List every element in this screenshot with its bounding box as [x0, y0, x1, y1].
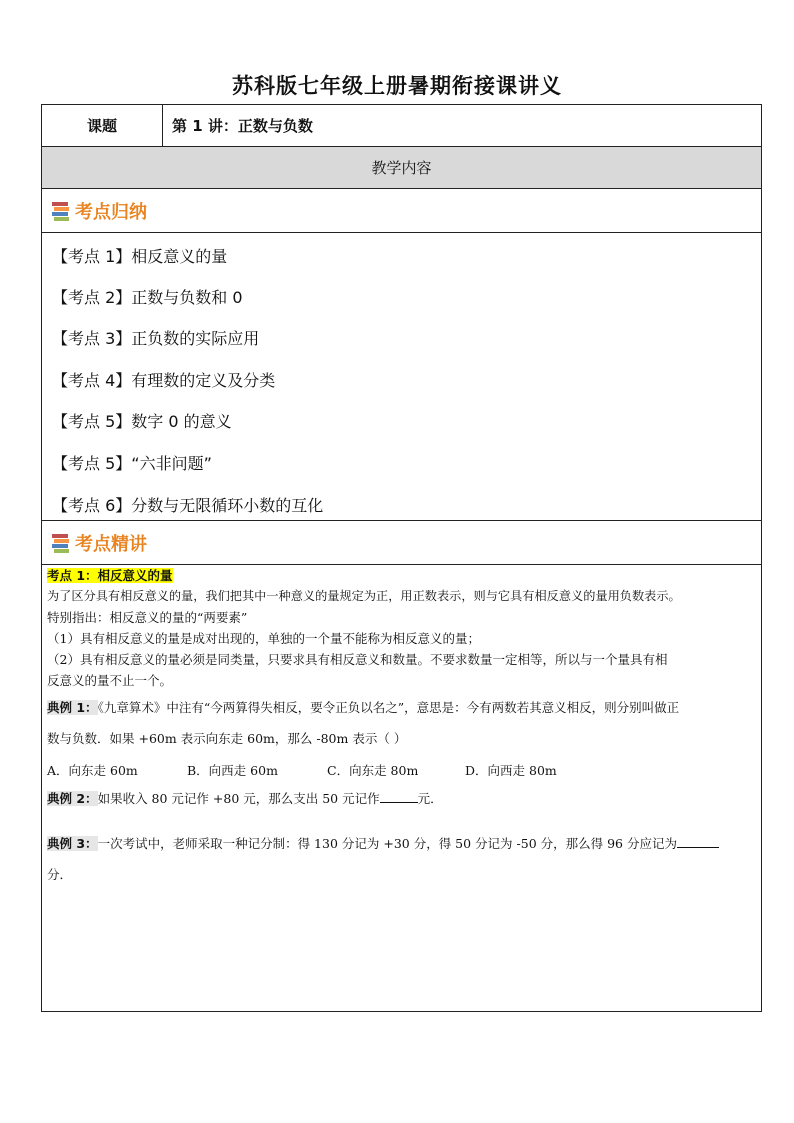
points-list	[42, 233, 761, 521]
section-detail-title: 考点精讲	[75, 533, 147, 555]
list-item: 【考点 5】“六非问题”	[52, 454, 212, 473]
example-1-line1: 典例 1：《九章算术》中注有“今两算得失相反，要令正负以名之”，意思是：今有两数若其意义相反，则分别叫做正	[47, 700, 680, 715]
book-stack-icon	[50, 200, 72, 222]
kp1-body	[47, 565, 759, 691]
option-a: A．向东走 60m	[47, 763, 138, 778]
section-detail-heading	[50, 521, 147, 564]
document-title: 苏科版七年级上册暑期衔接课讲义	[232, 74, 562, 98]
list-item: 【考点 3】正负数的实际应用	[52, 329, 260, 348]
section-summary-row	[42, 189, 761, 233]
kp1-heading: 考点 1：相反意义的量	[47, 568, 173, 583]
example-1-tag: 典例 1：	[47, 700, 98, 715]
kp1-line: 反意义的量不止一个。	[47, 673, 173, 688]
kp1-line: 特别指出：相反意义的量的“两要素”	[47, 610, 248, 625]
kp1-line: （1）具有相反意义的量是成对出现的，单独的一个量不能称为相反意义的量；	[47, 631, 480, 646]
content-header: 教学内容	[42, 147, 761, 189]
example-2-tag: 典例 2：	[47, 791, 98, 806]
lesson-table	[41, 104, 762, 1012]
list-item: 【考点 6】分数与无限循环小数的互化	[52, 496, 324, 515]
topic-label: 课题	[42, 105, 163, 146]
option-c: C．向东走 80m	[327, 763, 419, 778]
list-item: 【考点 1】相反意义的量	[52, 247, 228, 266]
example-3-tag: 典例 3：	[47, 836, 98, 851]
example-1-line2: 数与负数．如果 +60m 表示向东走 60m，那么 -80m 表示（ ）	[47, 731, 407, 746]
kp1-line: （2）具有相反意义的量必须是同类量，只要求具有相反意义和数量。不要求数量一定相等，所以与一个量具有相	[47, 652, 668, 667]
list-item: 【考点 4】有理数的定义及分类	[52, 371, 276, 390]
list-item: 【考点 2】正数与负数和 0	[52, 288, 243, 307]
list-item: 【考点 5】数字 0 的意义	[52, 412, 232, 431]
topic-value: 第 1 讲：正数与负数	[172, 117, 313, 135]
kp1-line: 为了区分具有相反意义的量，我们把其中一种意义的量规定为正，用正数表示，则与它具有相反意义的量用负数表示。	[47, 589, 681, 603]
section-summary-title: 考点归纳	[75, 201, 147, 223]
topic-row	[42, 105, 761, 147]
option-b: B．向西走 60m	[187, 763, 278, 778]
book-stack-icon	[50, 532, 72, 554]
example-3: 典例 3：一次考试中，老师采取一种记分制：得 130 分记为 +30 分，得 50 分记为 -50 分，那么得 96 分应记为	[47, 834, 719, 852]
section-detail-row	[42, 521, 761, 565]
answer-blank[interactable]	[677, 835, 719, 848]
option-d: D．向西走 80m	[465, 763, 557, 778]
section-summary-heading	[50, 189, 147, 232]
example-3-line2: 分．	[47, 867, 73, 882]
example-2: 典例 2：如果收入 80 元记作 +80 元，那么支出 50 元记作 元．	[47, 791, 443, 806]
answer-blank[interactable]	[380, 790, 418, 803]
